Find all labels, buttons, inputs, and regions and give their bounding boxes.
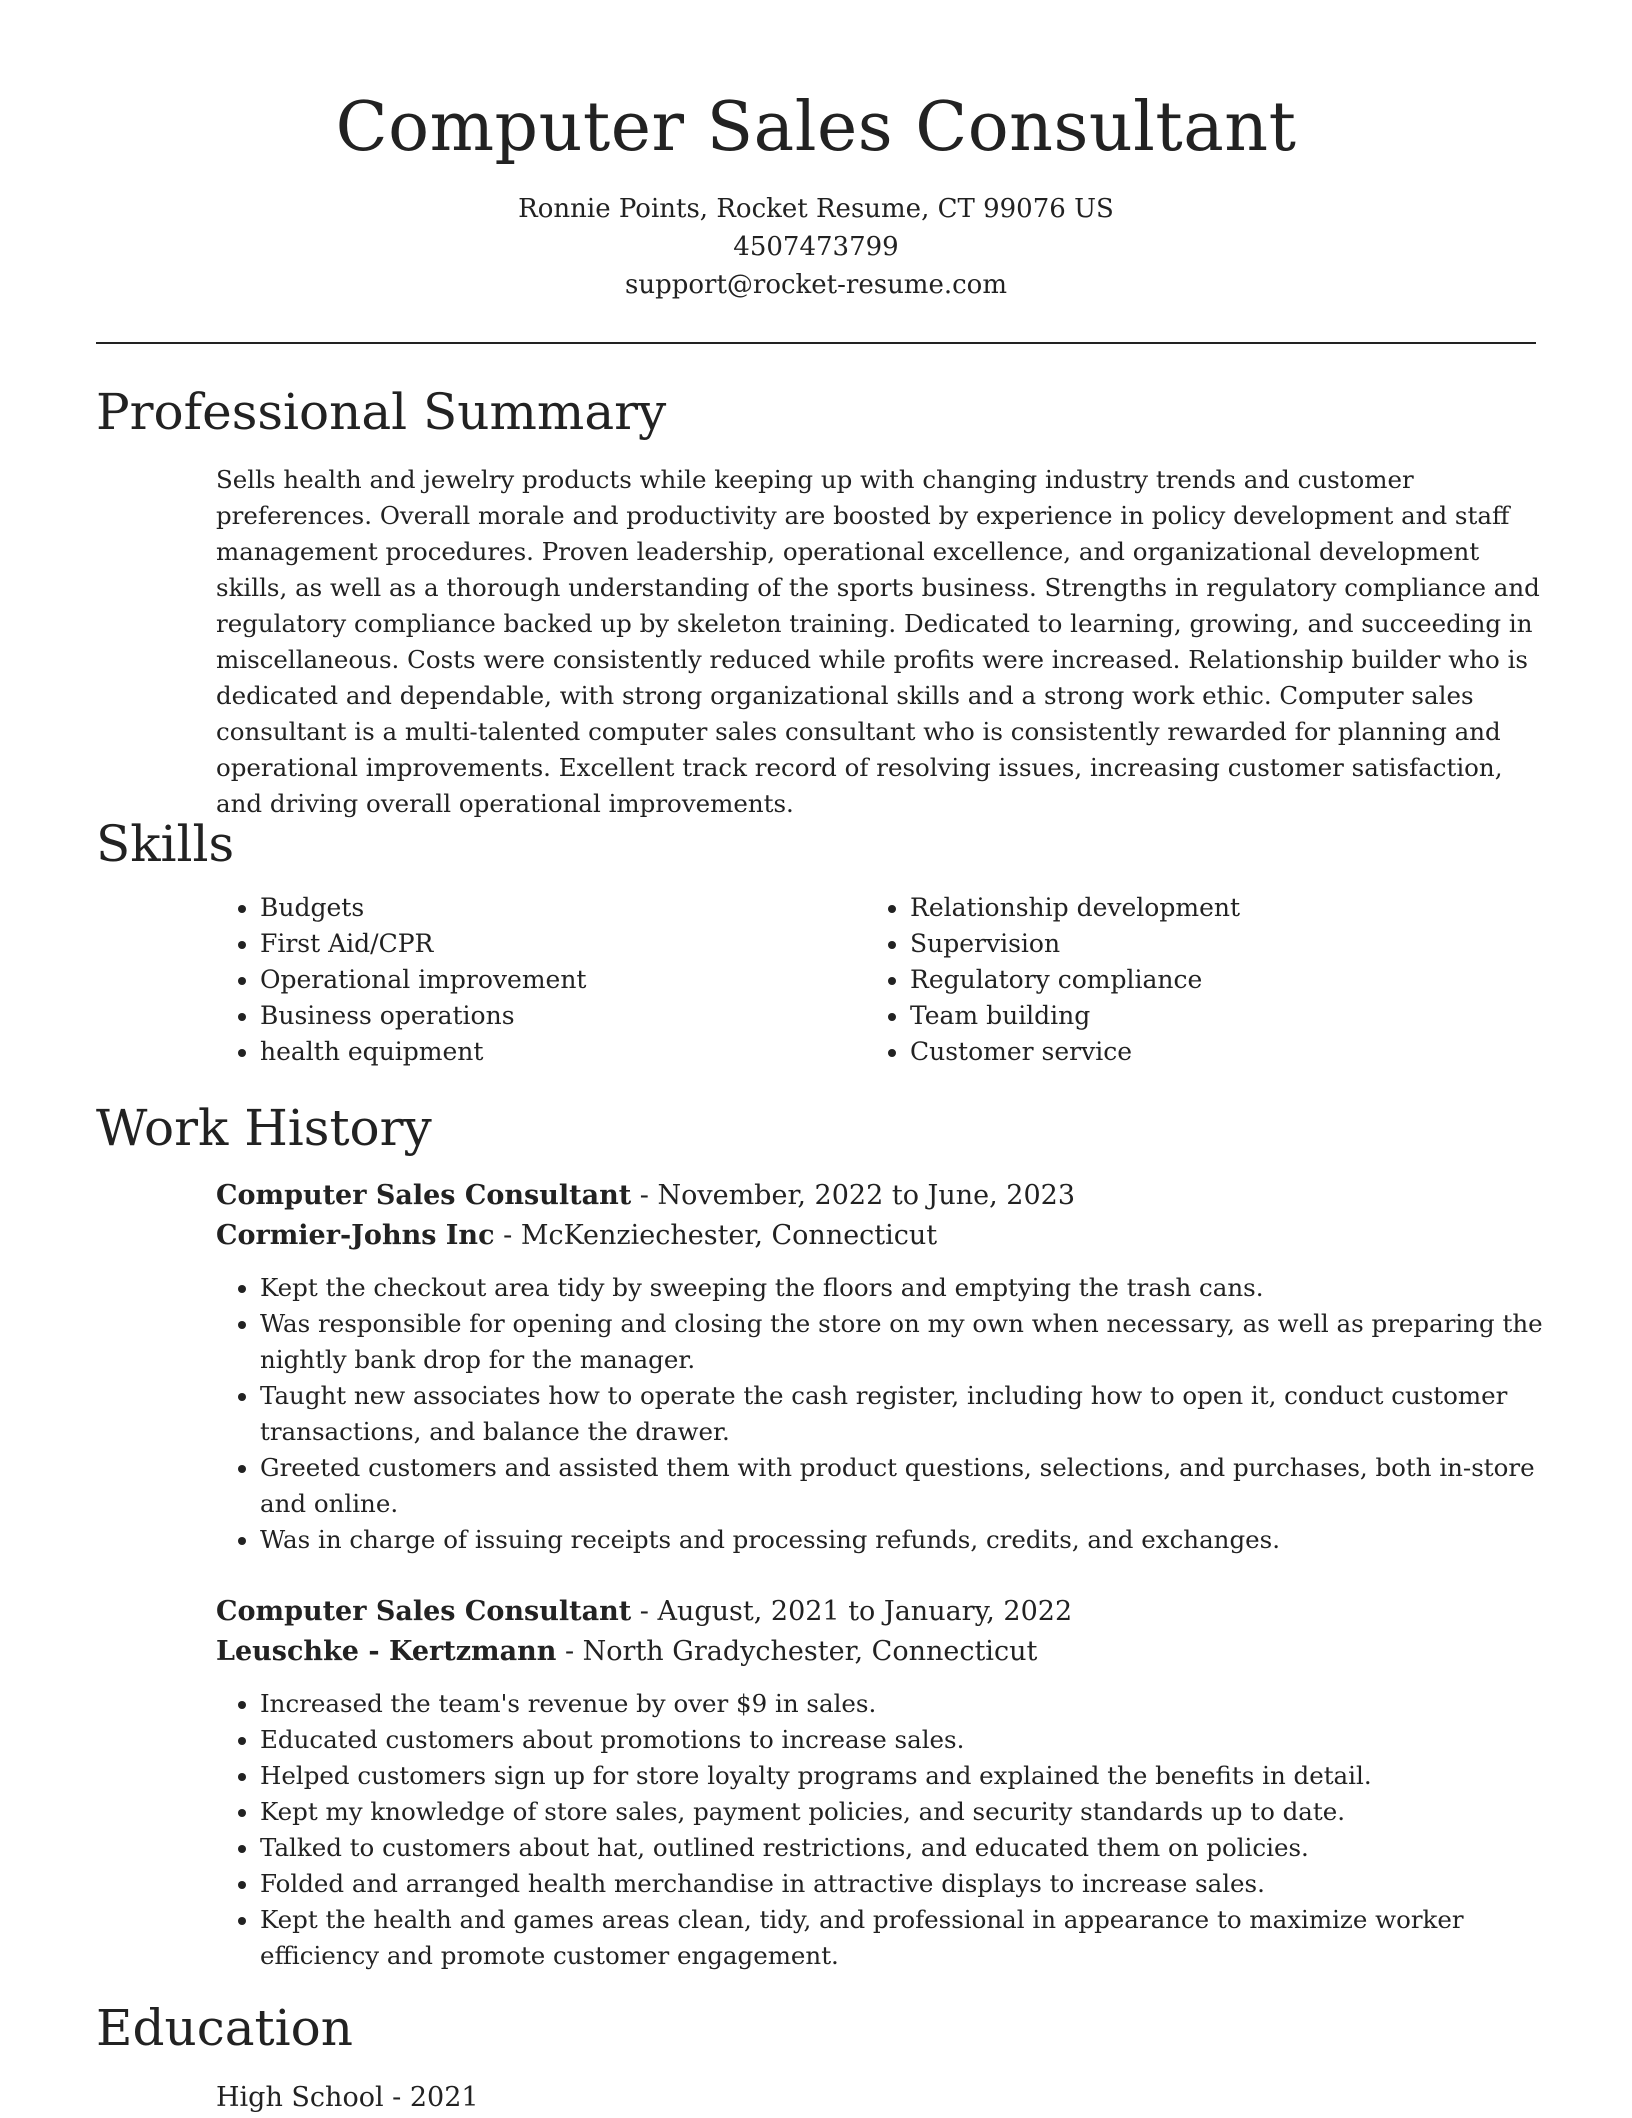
- job-location: North Gradychester, Connecticut: [582, 1636, 1038, 1667]
- duty-item: • Folded and arranged health merchandise in attractive displays to increase sales.: [260, 1866, 1580, 1902]
- duty-item: • Talked to customers about hat, outlined restrictions, and educated them on policies.: [260, 1830, 1580, 1866]
- skill-item: • Supervision: [910, 926, 1240, 962]
- skill-item: • health equipment: [260, 1034, 586, 1070]
- duty-item: • Taught new associates how to operate the cash register, including how to open it, conduct customer transactions, and balance the drawer.: [260, 1378, 1580, 1450]
- skill-item: • Relationship development: [910, 890, 1240, 926]
- job-title: Computer Sales Consultant: [216, 1180, 632, 1211]
- job-title-line: Computer Sales Consultant - November, 2022 to June, 2023: [216, 1180, 1075, 1211]
- job-duties-list: [216, 1686, 1580, 1974]
- contact-phone: 4507473799: [733, 232, 899, 262]
- skill-item: • Customer service: [910, 1034, 1240, 1070]
- skill-item: • First Aid/CPR: [260, 926, 586, 962]
- summary-text: Sells health and jewelry products while keeping up with changing industry trends and customer preferences. Overall morale and productivity are boosted by experience in policy development and staff management procedures. Proven leadership, operational excellence, and organizational development skills, as well as a thorough understanding of the sports business. Strengths in regulatory compliance and regulatory compliance backed up by skeleton training. Dedicated to learning, growing, and succeeding in miscellaneous. Costs were consistently reduced while profits were increased. Relationship builder who is dedicated and dependable, with strong organizational skills and a strong work ethic. Computer sales consultant is a multi-talented computer sales consultant who is consistently rewarded for planning and operational improvements. Excellent track record of resolving issues, increasing customer satisfaction, and driving overall operational improvements.: [216, 465, 1540, 818]
- job-company: Leuschke - Kertzmann: [216, 1636, 557, 1667]
- skill-item: • Business operations: [260, 998, 586, 1034]
- job-duties-list: [216, 1270, 1580, 1558]
- skills-list-right: [866, 890, 1240, 1070]
- work-history-heading: Work History: [96, 1099, 432, 1157]
- contact-block: [96, 190, 1536, 304]
- duty-item: • Was in charge of issuing receipts and processing refunds, credits, and exchanges.: [260, 1522, 1580, 1558]
- duty-item: • Kept the checkout area tidy by sweeping the floors and emptying the trash cans.: [260, 1270, 1580, 1306]
- resume-title: Computer Sales Consultant: [335, 88, 1297, 167]
- job-title-line: Computer Sales Consultant - August, 2021 to January, 2022: [216, 1596, 1073, 1627]
- contact-address: Ronnie Points, Rocket Resume, CT 99076 US: [518, 194, 1114, 224]
- education-entry: High School - 2021: [216, 2082, 479, 2113]
- duty-item: • Greeted customers and assisted them with product questions, selections, and purchases, both in-store and online.: [260, 1450, 1580, 1522]
- duty-item: • Kept my knowledge of store sales, payment policies, and security standards up to date.: [260, 1794, 1580, 1830]
- skills-list-left: [216, 890, 586, 1070]
- skills-heading: Skills: [96, 815, 235, 873]
- skill-item: • Regulatory compliance: [910, 962, 1240, 998]
- job-location: McKenziechester, Connecticut: [520, 1220, 938, 1251]
- skill-item: • Budgets: [260, 890, 586, 926]
- skill-item: • Team building: [910, 998, 1240, 1034]
- skill-item: • Operational improvement: [260, 962, 586, 998]
- job-dates: August, 2021 to January, 2022: [657, 1596, 1073, 1627]
- resume-header: [96, 80, 1536, 304]
- contact-email: support@rocket-resume.com: [624, 270, 1007, 300]
- job-title: Computer Sales Consultant: [216, 1596, 632, 1627]
- duty-item: • Helped customers sign up for store loyalty programs and explained the benefits in detail.: [260, 1758, 1580, 1794]
- duty-item: • Increased the team's revenue by over $9 in sales.: [260, 1686, 1580, 1722]
- header-divider: [96, 342, 1536, 344]
- job-dates: November, 2022 to June, 2023: [657, 1180, 1075, 1211]
- job-company: Cormier-Johns Inc: [216, 1220, 495, 1251]
- job-company-line: Leuschke - Kertzmann - North Gradychester, Connecticut: [216, 1636, 1038, 1667]
- duty-item: • Educated customers about promotions to increase sales.: [260, 1722, 1580, 1758]
- job-company-line: Cormier-Johns Inc - McKenziechester, Connecticut: [216, 1220, 938, 1251]
- duty-item: • Kept the health and games areas clean, tidy, and professional in appearance to maximize worker efficiency and promote customer engagement.: [260, 1902, 1580, 1974]
- summary-heading: Professional Summary: [96, 383, 667, 441]
- duty-item: • Was responsible for opening and closing the store on my own when necessary, as well as preparing the nightly bank drop for the manager.: [260, 1306, 1580, 1378]
- education-heading: Education: [96, 1999, 353, 2057]
